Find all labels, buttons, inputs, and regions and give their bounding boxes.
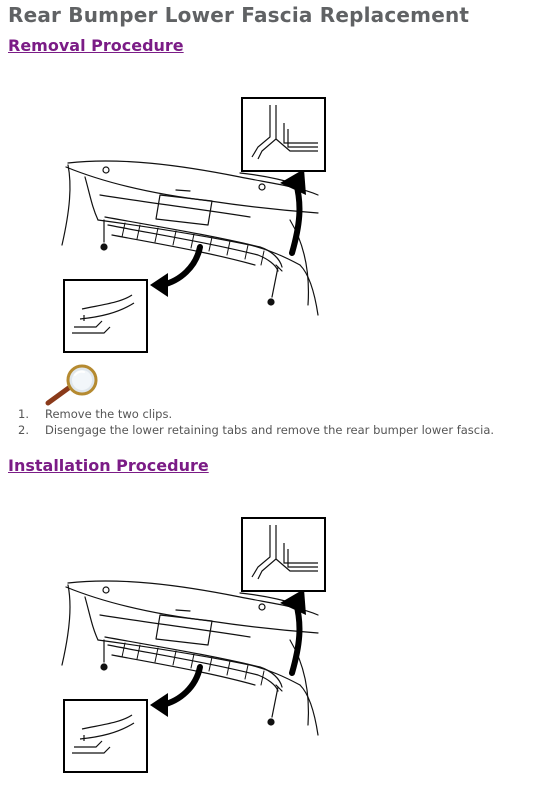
removal-illustration xyxy=(0,95,543,355)
step-text: Disengage the lower retaining tabs and remove the rear bumper lower fascia. xyxy=(45,423,495,437)
step-item xyxy=(18,422,494,438)
removal-procedure-heading: Removal Procedure xyxy=(8,36,184,55)
page-title: Rear Bumper Lower Fascia Replacement xyxy=(8,3,470,27)
installation-illustration xyxy=(0,515,543,775)
step-number: 2. xyxy=(18,423,29,437)
installation-procedure-heading: Installation Procedure xyxy=(8,456,209,475)
removal-steps-list xyxy=(18,406,494,438)
step-text: Remove the two clips. xyxy=(45,407,173,421)
step-number: 1. xyxy=(18,407,29,421)
step-item xyxy=(18,406,494,422)
magnifying-glass-icon[interactable] xyxy=(42,363,106,407)
